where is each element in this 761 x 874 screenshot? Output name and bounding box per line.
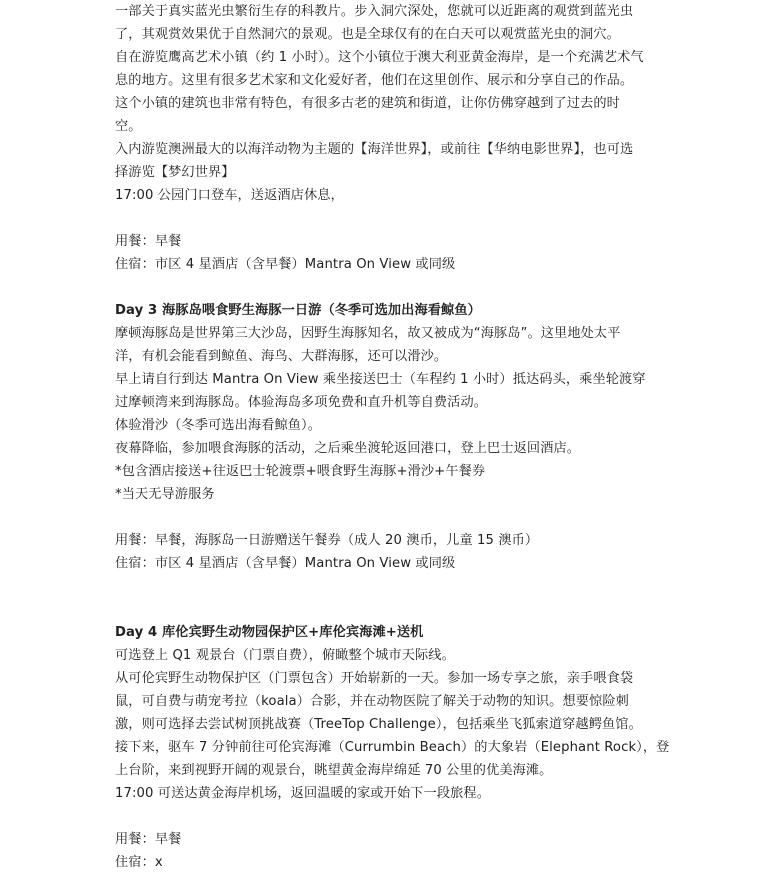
body-text-line: 体验滑沙（冬季可选出海看鲸鱼）。 — [115, 418, 321, 433]
spacer — [115, 598, 655, 621]
body-text-line: 激，则可选择去尝试树顶挑战赛（TreeTop Challenge），包括乘坐飞狐索道穿越鳄鱼馆。 — [115, 717, 642, 732]
body-text-line: 这个小镇的建筑也非常有特色，有很多古老的建筑和街道，让你仿佛穿越到了过去的时 — [115, 96, 620, 111]
body-text-line: 入内游览澳洲最大的以海洋动物为主题的【海洋世界】，或前往【华纳电影世界】，也可选 — [115, 142, 634, 157]
body-text-line: 择游览【梦幻世界】 — [115, 165, 235, 180]
body-text-line: 空。 — [115, 119, 142, 134]
body-text-line: 夜幕降临，参加喂食海豚的活动，之后乘坐渡轮返回港口，登上巴士返回酒店。 — [115, 441, 581, 456]
body-text-line: *包含酒店接送+往返巴士轮渡票+喂食野生海豚+滑沙+午餐券 — [115, 464, 486, 479]
spacer — [115, 575, 655, 598]
spacer — [115, 805, 655, 828]
meals-info: 用餐：早餐，海豚岛一日游赠送午餐券（成人 20 澳币，儿童 15 澳币） — [115, 533, 539, 548]
body-text-line: 一部关于真实蓝光虫繁衍生存的科教片。步入洞穴深处，您就可以近距离的观赏到蓝光虫 — [115, 4, 634, 19]
body-text-line: 自在游览鹰高艺术小镇（约 1 小时）。这个小镇位于澳大利亚黄金海岸，是一个充满艺术气 — [115, 50, 644, 65]
day4-heading: Day 4 库伦宾野生动物园保护区+库伦宾海滩+送机 — [115, 625, 424, 640]
body-text-line: 了，其观赏效果优于自然洞穴的景观。也是全球仅有的在白天可以观赏蓝光虫的洞穴。 — [115, 27, 620, 42]
meals-info: 用餐：早餐 — [115, 234, 182, 249]
body-text-line: 洋，有机会能看到鲸鱼、海鸟、大群海豚，还可以滑沙。 — [115, 349, 448, 364]
body-text-line: 从可伦宾野生动物保护区（门票包含）开始崭新的一天。参加一场专享之旅，亲手喂食袋 — [115, 671, 634, 686]
body-text-line: 接下来，驱车 7 分钟前往可伦宾海滩（Currumbin Beach）的大象岩（Elephant Rock），登 — [115, 740, 670, 755]
hotel-info: 住宿：市区 4 星酒店（含早餐）Mantra On View 或同级 — [115, 556, 456, 571]
body-text-line: 过摩顿湾来到海豚岛。体验海岛多项免费和直升机等自费活动。 — [115, 395, 488, 410]
spacer — [115, 506, 655, 529]
spacer — [115, 207, 655, 230]
body-text-line: 17:00 可送达黄金海岸机场，返回温暖的家或开始下一段旅程。 — [115, 786, 490, 801]
body-text-line: *当天无导游服务 — [115, 487, 215, 502]
spacer — [115, 276, 655, 299]
hotel-info: 住宿：x — [115, 855, 163, 870]
body-text-line: 早上请自行到达 Mantra On View 乘坐接送巴士（车程约 1 小时）抵达码头，乘坐轮渡穿 — [115, 372, 646, 387]
hotel-info: 住宿：市区 4 星酒店（含早餐）Mantra On View 或同级 — [115, 257, 456, 272]
day3-heading: Day 3 海豚岛喂食野生海豚一日游（冬季可选加出海看鲸鱼） — [115, 303, 481, 318]
body-text-line: 17:00 公园门口登车，送返酒店休息， — [115, 188, 344, 203]
body-text-line: 息的地方。这里有很多艺术家和文化爱好者，他们在这里创作、展示和分享自己的作品。 — [115, 73, 634, 88]
body-text-line: 可选登上 Q1 观景台（门票自费），俯瞰整个城市天际线。 — [115, 648, 455, 663]
body-text-line: 鼠，可自费与萌宠考拉（koala）合影，并在动物医院了解关于动物的知识。想要惊险刺 — [115, 694, 629, 709]
body-text-line: 摩顿海豚岛是世界第三大沙岛，因野生海豚知名，故又被成为“海豚岛”。这里地处太平 — [115, 326, 621, 341]
body-text-line: 上台阶，来到视野开阔的观景台，眺望黄金海岸绵延 70 公里的优美海滩。 — [115, 763, 553, 778]
itinerary-document — [115, 0, 670, 874]
meals-info: 用餐：早餐 — [115, 832, 182, 847]
